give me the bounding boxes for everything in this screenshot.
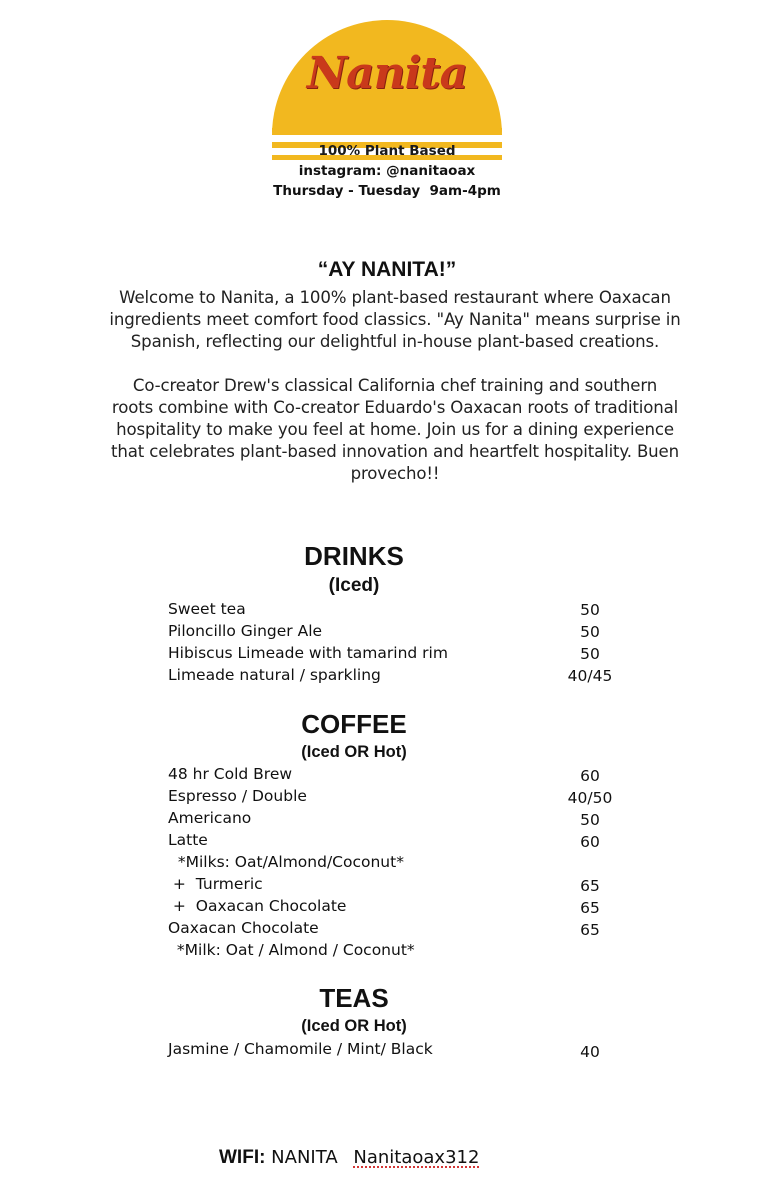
intro-line: hospitality to make you feel at home. Join us for a dining experience: [116, 420, 674, 439]
intro-paragraph-1: [62, 287, 728, 353]
intro-line: roots combine with Co-creator Eduardo's Oaxacan roots of traditional: [111, 398, 679, 417]
intro-line: ingredients meet comfort food classics. "Ay Nanita" means surprise in: [109, 310, 681, 329]
menu-item-price: 50: [580, 811, 600, 829]
menu-item-price: 60: [580, 767, 600, 785]
wifi-password: Nanitaoax312: [353, 1147, 480, 1168]
menu-item-price: 65: [580, 899, 600, 917]
logo-tagline: 100% Plant Based: [318, 143, 456, 159]
intro-line: Welcome to Nanita, a 100% plant-based restaurant where Oaxacan: [119, 288, 671, 307]
menu-item-price: 60: [580, 833, 600, 851]
menu-item-name: Hibiscus Limeade with tamarind rim: [168, 644, 448, 662]
intro-paragraph-2: [62, 375, 728, 485]
drinks-subheading: (Iced): [328, 575, 380, 596]
drinks-heading: DRINKS: [304, 541, 404, 571]
wifi-info: [219, 1147, 479, 1169]
menu-item-price: 50: [580, 623, 600, 641]
menu-item-price: 65: [580, 877, 600, 895]
menu-item-name: Oaxacan Chocolate: [168, 919, 319, 937]
menu-item-note: *Milks: Oat/Almond/Coconut*: [168, 853, 404, 871]
logo-wordmark: Nanita: [306, 48, 468, 99]
wifi-network: NANITA: [271, 1147, 338, 1168]
menu-item-note: *Milk: Oat / Almond / Coconut*: [172, 941, 415, 959]
menu-item-name: Latte: [168, 831, 208, 849]
page-title: “AY NANITA!”: [317, 258, 457, 281]
menu-item-price: 40: [580, 1043, 600, 1061]
logo-stripe: [272, 128, 502, 132]
intro-line: provecho!!: [350, 464, 440, 483]
menu-item-name: Jasmine / Chamomile / Mint/ Black: [168, 1040, 433, 1058]
coffee-subheading: (Iced OR Hot): [301, 743, 407, 761]
menu-item-name: 48 hr Cold Brew: [168, 765, 293, 783]
intro-line: Co-creator Drew's classical California chef training and southern: [132, 376, 658, 395]
instagram-handle: instagram: @nanitaoax: [298, 163, 476, 179]
menu-item-name: Limeade natural / sparkling: [168, 666, 381, 684]
menu-item-price: 50: [580, 645, 600, 663]
menu-item-price: 50: [580, 601, 600, 619]
intro-line: Spanish, reflecting our delightful in-house plant-based creations.: [130, 332, 660, 351]
intro-line: that celebrates plant-based innovation and heartfelt hospitality. Buen: [111, 442, 679, 461]
menu-item-name: Sweet tea: [168, 600, 246, 618]
menu-item-name: Espresso / Double: [168, 787, 307, 805]
menu-item-name: Americano: [168, 809, 252, 827]
menu-item-name: + Oaxacan Chocolate: [168, 897, 347, 915]
menu-item-name: + Turmeric: [168, 875, 263, 893]
coffee-heading: COFFEE: [301, 709, 407, 739]
menu-item-price: 65: [580, 921, 600, 939]
teas-heading: TEAS: [319, 983, 389, 1013]
menu-item-price: 40/50: [567, 789, 613, 807]
teas-subheading: (Iced OR Hot): [301, 1017, 407, 1035]
wifi-label: WIFI:: [219, 1147, 266, 1168]
menu-item-name: Piloncillo Ginger Ale: [168, 622, 323, 640]
menu-item-price: 40/45: [567, 667, 613, 685]
opening-hours: Thursday - Tuesday 9am-4pm: [273, 183, 501, 199]
